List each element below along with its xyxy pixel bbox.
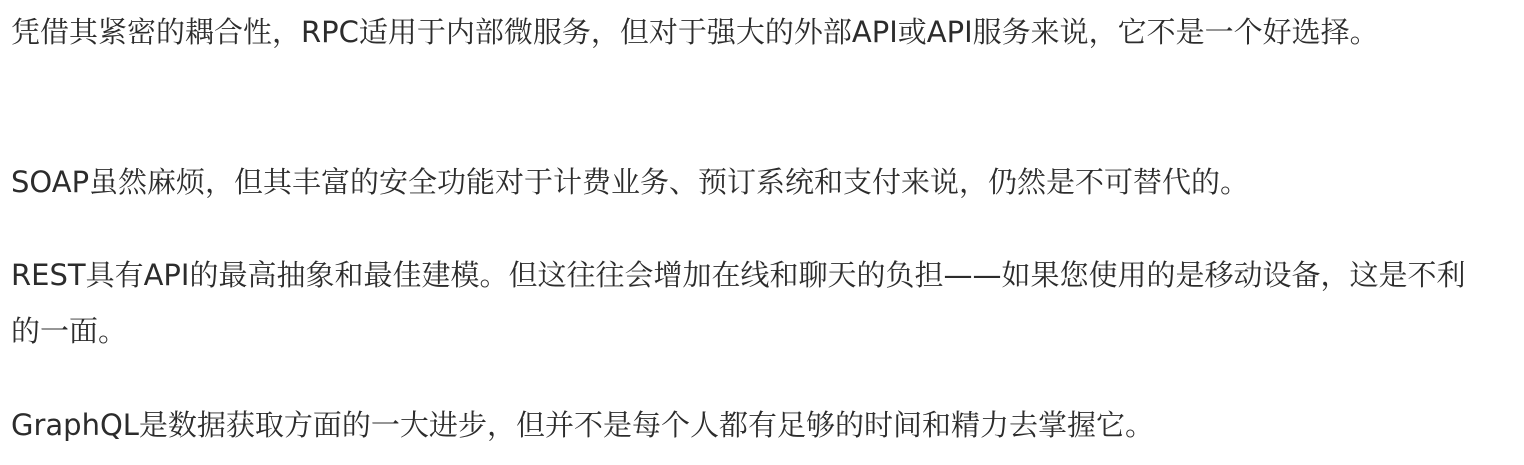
- paragraph-graphql: GraphQL是数据获取方面的一大进步，但并不是每个人都有足够的时间和精力去掌握它。: [11, 408, 1154, 442]
- paragraph-rpc: 凭借其紧密的耦合性，RPC适用于内部微服务，但对于强大的外部API或API服务来说，它不是一个好选择。: [11, 15, 1379, 49]
- paragraph-rest: REST具有API的最高抽象和最佳建模。但这往往会增加在线和聊天的负担——如果您使用的是移动设备，这是不利的一面。: [11, 258, 1466, 348]
- paragraph-soap: SOAP虽然麻烦，但其丰富的安全功能对于计费业务、预订系统和支付来说，仍然是不可替代的。: [11, 165, 1250, 199]
